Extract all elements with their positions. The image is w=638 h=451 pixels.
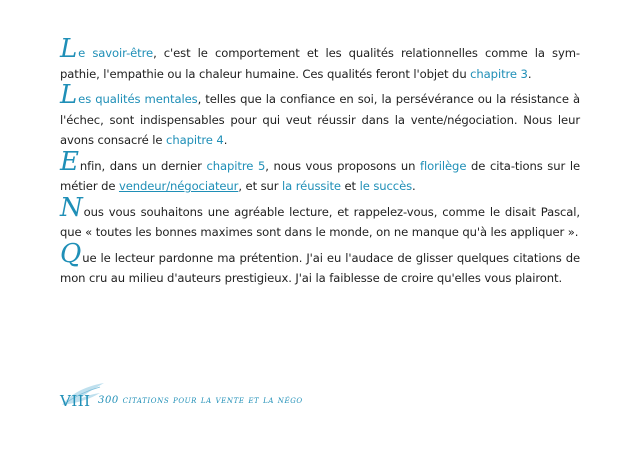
body-segment: , et sur — [238, 179, 283, 193]
drop-cap: N — [60, 192, 83, 223]
paragraph — [60, 80, 580, 151]
highlighted-text: vendeur/négociateur — [118, 179, 239, 193]
page-number: VIII — [60, 392, 91, 410]
highlighted-text: chapitre 4 — [166, 133, 224, 147]
highlighted-text: es qualités mentales — [78, 92, 198, 106]
highlighted-text: chapitre 3 — [470, 66, 528, 81]
paragraph — [60, 192, 580, 243]
paragraph — [60, 34, 580, 84]
drop-cap: L — [60, 80, 78, 110]
body-segment: , telles que la confiance en soi, la persévérance ou la résistance à l'échec, sont indispensables pour qui veut réussir dans la vente/négociation. Nous leur avons consacré le — [60, 92, 580, 147]
body-segment: . — [223, 133, 228, 147]
book-title: 300 citations pour la vente et la négo — [98, 395, 303, 406]
body-segment: . — [412, 179, 416, 193]
highlighted-text: chapitre 5 — [206, 158, 266, 173]
body-segment: , c'est le comportement et les qualités relationnelles comme la sym-pathie, l'empathie ou la chaleur humaine. Ces qualités feront l'objet du — [60, 46, 580, 81]
highlighted-text: e savoir-être — [78, 46, 154, 60]
body-segment: nfin, dans un dernier — [79, 158, 207, 173]
body-segment: ue le lecteur pardonne ma prétention. J'ai eu l'audace de glisser quelques citations de mon cru au milieu d'auteurs prestigieux. J'ai la faiblesse de croire qu'elles vous plairont. — [60, 250, 580, 285]
paragraph — [60, 238, 580, 289]
drop-cap: L — [60, 34, 78, 64]
body-segment: , nous vous proposons un — [265, 158, 421, 173]
body-segment: et — [340, 179, 360, 193]
paragraph — [60, 146, 580, 197]
highlighted-text: la réussite — [282, 179, 341, 193]
body-segment: ous vous souhaitons une agréable lecture, et rappelez-vous, comme le disait Pascal, que « toutes les bonnes maximes sont dans le monde, on ne manque qu'à les appliquer ». — [60, 204, 580, 239]
drop-cap: E — [60, 146, 79, 177]
body-segment: de cita-tions sur le métier de — [60, 158, 580, 193]
highlighted-text: le succès — [359, 179, 413, 193]
highlighted-text: florilège — [420, 158, 467, 173]
drop-cap: Q — [60, 238, 82, 269]
page-footer — [60, 391, 360, 415]
body-text — [60, 34, 580, 294]
body-segment: . — [527, 66, 532, 81]
